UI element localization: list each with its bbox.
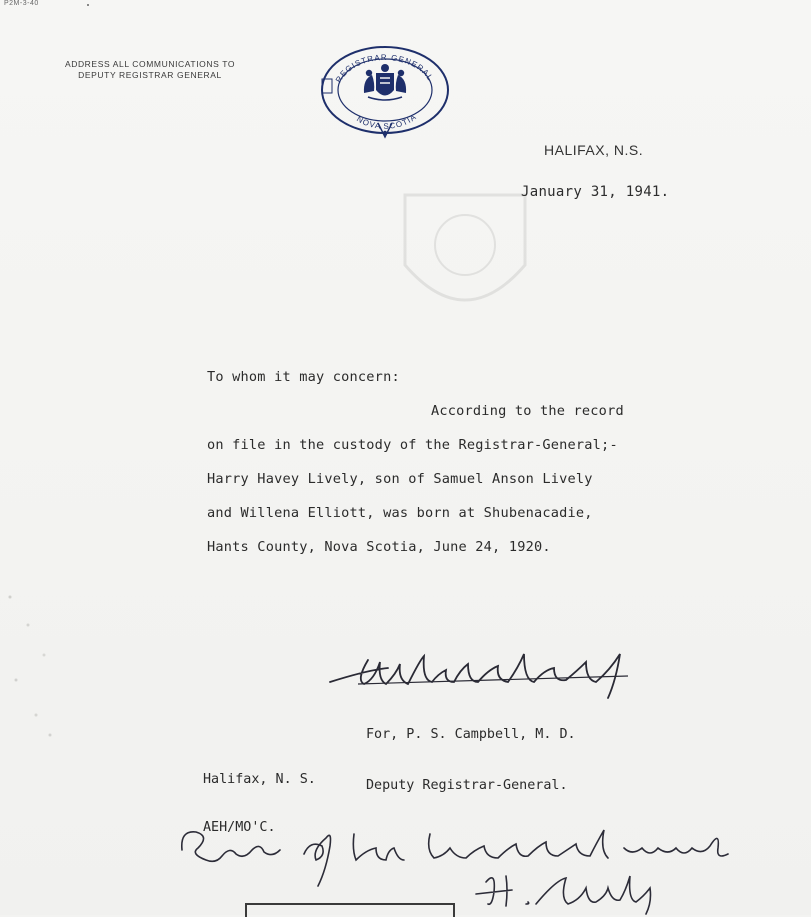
- paper-dot: [87, 4, 89, 6]
- handwritten-note: [176, 820, 736, 915]
- letter-date: January 31, 1941.: [521, 184, 670, 200]
- signature-title-line: Deputy Registrar-General.: [366, 778, 568, 793]
- signature-block: [366, 692, 576, 828]
- footer-place: Halifax, N. S.: [203, 772, 316, 787]
- coat-of-arms-icon: [364, 64, 406, 100]
- letterhead-city: HALIFAX, N.S.: [544, 142, 644, 158]
- footer-reference: AEH/MO'C.: [203, 820, 276, 835]
- registrar-general-seal: [320, 45, 450, 140]
- handwritten-signature: [328, 640, 638, 700]
- body-line-4: and Willena Elliott, was born at Shubenacadie,: [207, 505, 593, 521]
- watermark-crest-icon: [395, 175, 535, 335]
- body-line-5: Hants County, Nova Scotia, June 24, 1920.: [207, 539, 551, 555]
- signature-for-line: For, P. S. Campbell, M. D.: [366, 727, 576, 742]
- salutation: To whom it may concern:: [207, 369, 400, 385]
- letterhead-address: [50, 59, 250, 81]
- seal-top-text: REGISTRAR GENERAL: [333, 52, 435, 85]
- form-code: P2M-3-40: [4, 0, 39, 7]
- seal-bottom-text: NOVA SCOTIA: [355, 112, 419, 131]
- body-line-1: According to the record: [431, 403, 624, 419]
- address-line-2: DEPUTY REGISTRAR GENERAL: [78, 70, 222, 80]
- body-line-2: on file in the custody of the Registrar-General;-: [207, 437, 618, 453]
- address-line-1: ADDRESS ALL COMMUNICATIONS TO: [64, 59, 236, 69]
- body-line-3: Harry Havey Lively, son of Samuel Anson Lively: [207, 471, 593, 487]
- paper-stain: [0, 585, 58, 755]
- letter-body: [207, 367, 727, 571]
